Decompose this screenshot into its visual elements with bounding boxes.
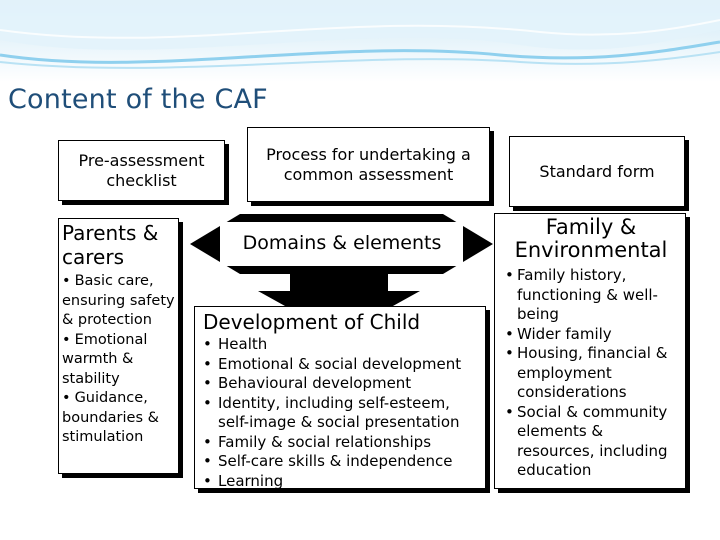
list-item: • Learning: [203, 472, 481, 490]
list-item: • Housing, financial & employment considerations: [501, 344, 681, 403]
list-item: • Health: [203, 335, 481, 355]
list-item: • Basic care, ensuring safety & protection: [62, 272, 176, 331]
pre-assessment-label: Pre-assessment checklist: [78, 150, 205, 190]
development-of-child-list: [203, 335, 481, 489]
list-item: • Family & social relationships: [203, 433, 481, 453]
parents-carers-panel: [58, 218, 179, 474]
list-item: • Behavioural development: [203, 374, 481, 394]
domains-elements-label: Domains & elements: [242, 232, 442, 254]
list-item: • Emotional & social development: [203, 355, 481, 375]
standard-form-label: Standard form: [539, 161, 655, 181]
family-environmental-title: Family & Environmental: [514, 215, 668, 262]
list-item: • Family history, functioning & well-being: [501, 266, 681, 325]
process-label: Process for undertaking a common assessment: [266, 144, 471, 184]
list-item: • Wider family: [501, 325, 681, 345]
list-item: • Emotional warmth & stability: [62, 331, 176, 390]
list-item: • Self-care skills & independence: [203, 452, 481, 472]
development-of-child-title: Development of Child: [203, 310, 421, 334]
list-item: • Social & community elements & resources, including education: [501, 403, 681, 481]
list-item: • Identity, including self-esteem, self-image & social presentation: [203, 394, 481, 433]
slide-title: Content of the CAF: [8, 84, 268, 115]
family-environmental-list: [501, 266, 681, 481]
family-environmental-panel: [494, 213, 686, 489]
list-item: • Guidance, boundaries & stimulation: [62, 389, 176, 448]
development-of-child-panel: [194, 306, 486, 489]
parents-carers-title: Parents & carers: [62, 221, 159, 269]
parents-carers-list: [62, 272, 176, 448]
